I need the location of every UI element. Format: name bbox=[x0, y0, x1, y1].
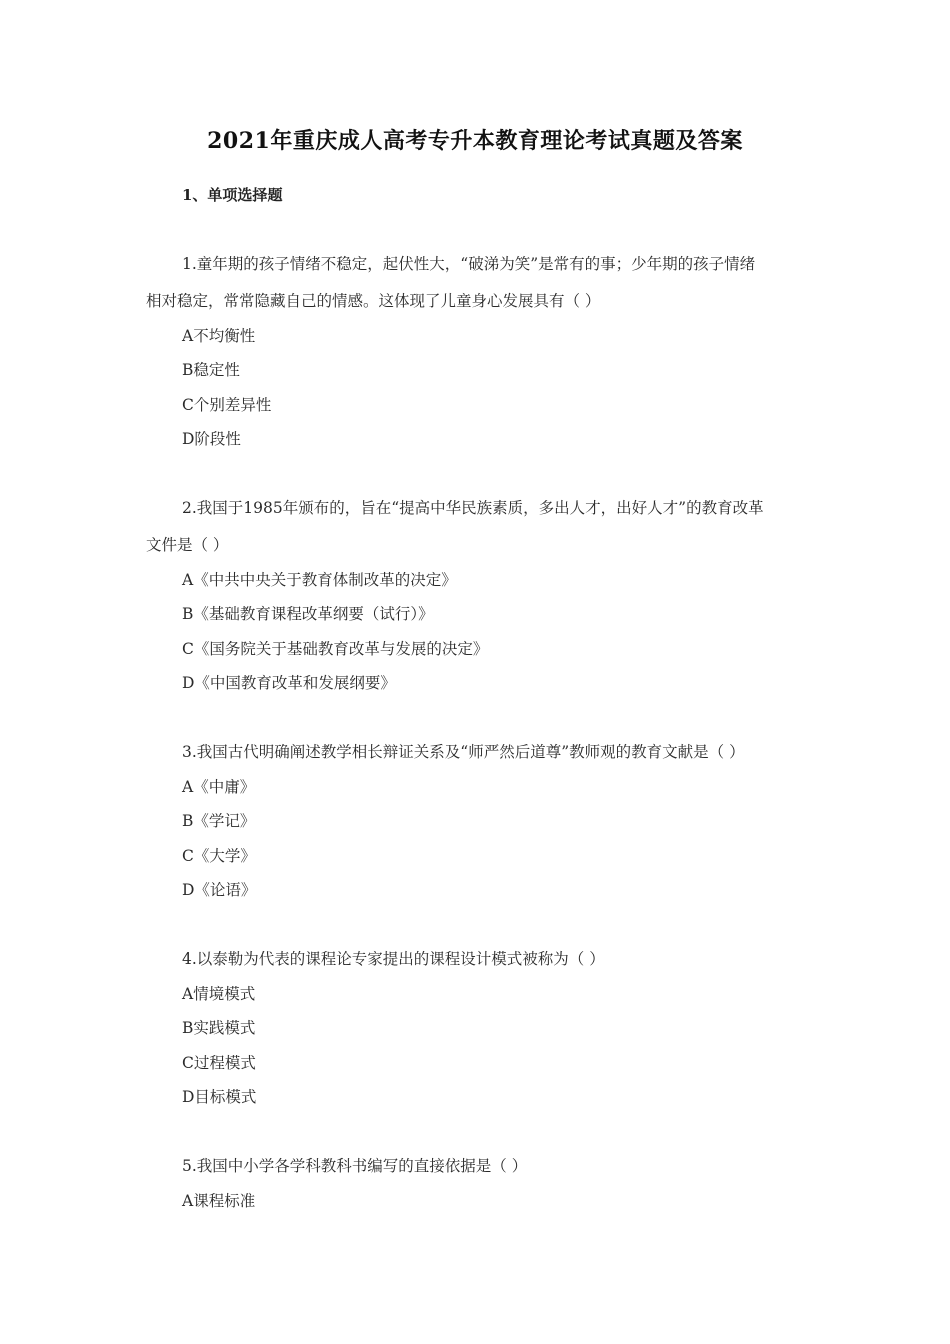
question-3-stem: 3.我国古代明确阐述教学相长辩证关系及“师严然后道尊”教师观的教育文献是（ ） bbox=[182, 743, 745, 761]
section-heading: 1、单项选择题 bbox=[182, 186, 283, 204]
question-2-option-d: D《中国教育改革和发展纲要》 bbox=[182, 674, 396, 692]
question-5-option-a: A课程标准 bbox=[182, 1192, 256, 1210]
question-4-option-c: C过程模式 bbox=[182, 1054, 256, 1072]
question-5-stem: 5.我国中小学各学科教科书编写的直接依据是（ ） bbox=[182, 1157, 528, 1175]
question-3-option-b: B《学记》 bbox=[182, 812, 256, 830]
question-1-option-d: D阶段性 bbox=[182, 430, 241, 448]
question-3-option-c: C《大学》 bbox=[182, 847, 256, 865]
question-1-option-b: B稳定性 bbox=[182, 361, 240, 379]
question-2-option-b: B《基础教育课程改革纲要（试行）》 bbox=[182, 605, 434, 623]
question-1-stem-line-1: 1.童年期的孩子情绪不稳定，起伏性大，“破涕为笑”是常有的事；少年期的孩子情绪 bbox=[182, 255, 756, 273]
question-3-option-a: A《中庸》 bbox=[182, 778, 256, 796]
question-2-option-a: A《中共中央关于教育体制改革的决定》 bbox=[182, 571, 457, 589]
question-2-stem-line-1: 2.我国于1985年颁布的，旨在“提高中华民族素质，多出人才，出好人才”的教育改革 bbox=[182, 499, 764, 517]
question-4-option-a: A情境模式 bbox=[182, 985, 256, 1003]
question-4-option-b: B实践模式 bbox=[182, 1019, 256, 1037]
question-4-option-d: D目标模式 bbox=[182, 1088, 257, 1106]
document-title: 2021年重庆成人高考专升本教育理论考试真题及答案 bbox=[207, 128, 743, 154]
question-1-stem-line-2: 相对稳定，常常隐藏自己的情感。这体现了儿童身心发展具有（ ） bbox=[146, 292, 601, 310]
question-2-stem-line-2: 文件是（ ） bbox=[146, 536, 229, 554]
question-4-stem: 4.以泰勒为代表的课程论专家提出的课程设计模式被称为（ ） bbox=[182, 950, 605, 968]
question-2-option-c: C《国务院关于基础教育改革与发展的决定》 bbox=[182, 640, 489, 658]
question-1-option-a: A不均衡性 bbox=[182, 327, 256, 345]
question-1-option-c: C个别差异性 bbox=[182, 396, 272, 414]
question-3-option-d: D《论语》 bbox=[182, 881, 257, 899]
